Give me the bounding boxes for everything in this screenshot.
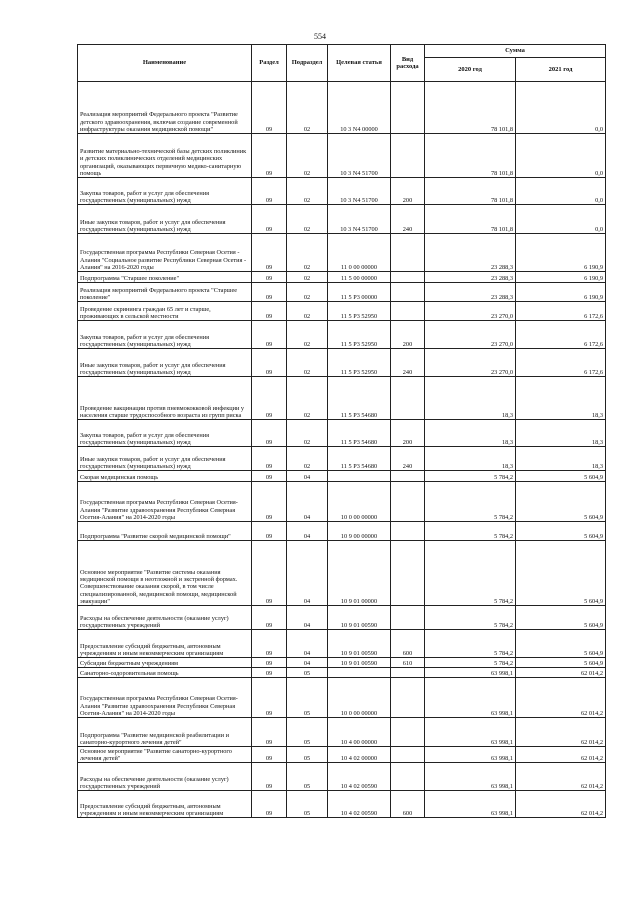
row-podrazdel: 04 (287, 522, 328, 541)
row-amount-2020: 78 101,8 (425, 205, 516, 234)
page-number: 554 (314, 32, 326, 41)
table-row (78, 630, 606, 658)
row-amount-2020: 18,3 (425, 447, 516, 471)
row-name: Иные закупки товаров, работ и услуг для обеспечения государственных (муниципальных) нужд (78, 205, 252, 234)
row-name: Развитие материально-технической базы детских поликлиник и детских поликлинических отделений медицинских организаций, оказывающих первичную медико-санитарную помощь (78, 134, 252, 178)
row-razdel: 09 (252, 522, 287, 541)
row-podrazdel: 04 (287, 471, 328, 482)
row-razdel: 09 (252, 471, 287, 482)
row-amount-2020: 5 784,2 (425, 658, 516, 668)
header-name: Наименование (78, 45, 252, 82)
row-name: Подпрограмма "Развитие медицинской реабилитации и санаторно-курортного лечения детей" (78, 718, 252, 747)
row-expense-type (391, 471, 425, 482)
row-expense-type: 240 (391, 205, 425, 234)
row-amount-2021: 0,0 (516, 82, 606, 134)
row-amount-2020: 23 288,3 (425, 234, 516, 272)
row-amount-2021: 62 014,2 (516, 668, 606, 678)
table-row (78, 471, 606, 482)
row-amount-2020: 78 101,8 (425, 134, 516, 178)
row-name: Подпрограмма "Старшее поколение" (78, 272, 252, 283)
row-expense-type (391, 82, 425, 134)
row-target-article: 11 0 00 00000 (328, 234, 391, 272)
row-name: Проведение скрининга граждан 65 лет и старше, проживающих в сельской местности (78, 302, 252, 321)
row-expense-type: 200 (391, 321, 425, 349)
row-amount-2020: 5 784,2 (425, 482, 516, 522)
row-podrazdel: 04 (287, 630, 328, 658)
row-razdel: 09 (252, 272, 287, 283)
row-name: Закупка товаров, работ и услуг для обеспечения государственных (муниципальных) нужд (78, 321, 252, 349)
row-podrazdel: 02 (287, 178, 328, 205)
row-name: Основное мероприятие "Развитие системы оказания медицинской помощи в неотложной и экстренной формах. Совершенствование оказания скорой, в том числе специализированной, медицинской помощи, медицинской эвакуации" (78, 541, 252, 606)
row-razdel: 09 (252, 82, 287, 134)
row-amount-2020: 63 998,1 (425, 791, 516, 818)
row-expense-type (391, 718, 425, 747)
row-podrazdel: 05 (287, 678, 328, 718)
row-podrazdel: 04 (287, 541, 328, 606)
row-podrazdel: 02 (287, 234, 328, 272)
row-podrazdel: 05 (287, 791, 328, 818)
row-expense-type (391, 302, 425, 321)
row-amount-2020: 78 101,8 (425, 178, 516, 205)
table-row (78, 377, 606, 420)
row-razdel: 09 (252, 747, 287, 763)
row-amount-2021: 5 604,9 (516, 471, 606, 482)
row-name: Проведение вакцинации против пневмококковой инфекции у населения старше трудоспособного возраста из групп риска (78, 377, 252, 420)
row-podrazdel: 02 (287, 447, 328, 471)
row-amount-2021: 18,3 (516, 377, 606, 420)
table-row (78, 747, 606, 763)
row-amount-2020: 63 998,1 (425, 763, 516, 791)
row-target-article: 10 4 00 00000 (328, 718, 391, 747)
table-row (78, 420, 606, 447)
table-row (78, 321, 606, 349)
table-row (78, 178, 606, 205)
row-amount-2020: 5 784,2 (425, 606, 516, 630)
row-target-article: 11 5 00 00000 (328, 272, 391, 283)
row-amount-2021: 5 604,9 (516, 658, 606, 668)
row-razdel: 09 (252, 630, 287, 658)
row-podrazdel: 04 (287, 482, 328, 522)
row-target-article: 10 3 N4 51700 (328, 134, 391, 178)
header-2021: 2021 год (516, 58, 606, 82)
table-row (78, 791, 606, 818)
row-target-article: 11 5 P3 52950 (328, 302, 391, 321)
table-row (78, 606, 606, 630)
row-amount-2020: 63 998,1 (425, 678, 516, 718)
row-expense-type (391, 606, 425, 630)
row-amount-2021: 62 014,2 (516, 791, 606, 818)
row-amount-2020: 23 270,0 (425, 321, 516, 349)
row-name: Государственная программа Республики Северная Осетия-Алания "Развитие здравоохранения Республики Северная Осетия-Алания" на 2014-2020 годы (78, 678, 252, 718)
row-amount-2021: 18,3 (516, 447, 606, 471)
row-podrazdel: 05 (287, 747, 328, 763)
row-amount-2021: 0,0 (516, 205, 606, 234)
row-name: Санаторно-оздоровительная помощь (78, 668, 252, 678)
row-podrazdel: 02 (287, 302, 328, 321)
row-amount-2020: 18,3 (425, 377, 516, 420)
row-razdel: 09 (252, 791, 287, 818)
row-target-article: 10 3 N4 51700 (328, 205, 391, 234)
row-expense-type (391, 377, 425, 420)
row-razdel: 09 (252, 447, 287, 471)
row-amount-2021: 62 014,2 (516, 763, 606, 791)
row-target-article: 10 4 02 00590 (328, 763, 391, 791)
row-expense-type (391, 482, 425, 522)
row-expense-type (391, 541, 425, 606)
row-podrazdel: 02 (287, 134, 328, 178)
row-razdel: 09 (252, 718, 287, 747)
row-name: Закупка товаров, работ и услуг для обеспечения государственных (муниципальных) нужд (78, 420, 252, 447)
row-razdel: 09 (252, 420, 287, 447)
row-target-article: 11 5 P3 54680 (328, 377, 391, 420)
row-name: Государственная программа Республики Северная Осетия - Алания "Социальное развитие Республики Северная Осетия - Алания" на 2016-2020 годы (78, 234, 252, 272)
row-expense-type: 240 (391, 349, 425, 377)
row-name: Реализация мероприятий Федерального проекта "Старшее поколение" (78, 283, 252, 302)
row-expense-type (391, 678, 425, 718)
row-amount-2020: 23 288,3 (425, 283, 516, 302)
row-razdel: 09 (252, 678, 287, 718)
row-podrazdel: 02 (287, 349, 328, 377)
row-name: Основное мероприятие "Развитие санаторно-курортного лечения детей" (78, 747, 252, 763)
row-amount-2020: 5 784,2 (425, 471, 516, 482)
row-amount-2020: 78 101,8 (425, 82, 516, 134)
row-amount-2020: 5 784,2 (425, 630, 516, 658)
row-target-article: 11 5 P3 00000 (328, 283, 391, 302)
row-name: Иные закупки товаров, работ и услуг для обеспечения государственных (муниципальных) нужд (78, 349, 252, 377)
header-2020: 2020 год (425, 58, 516, 82)
row-expense-type: 200 (391, 420, 425, 447)
table-row (78, 678, 606, 718)
table-row (78, 349, 606, 377)
row-amount-2021: 62 014,2 (516, 747, 606, 763)
row-razdel: 09 (252, 283, 287, 302)
row-name: Государственная программа Республики Северная Осетия-Алания "Развитие здравоохранения Республики Северная Осетия-Алания" на 2014-2020 годы (78, 482, 252, 522)
table-body (78, 82, 606, 818)
row-amount-2021: 5 604,9 (516, 541, 606, 606)
header-podrazdel: Подраздел (287, 45, 328, 82)
row-amount-2021: 0,0 (516, 134, 606, 178)
row-podrazdel: 02 (287, 283, 328, 302)
row-target-article: 10 3 N4 00000 (328, 82, 391, 134)
row-razdel: 09 (252, 668, 287, 678)
row-expense-type (391, 272, 425, 283)
row-name: Закупка товаров, работ и услуг для обеспечения государственных (муниципальных) нужд (78, 178, 252, 205)
row-podrazdel: 05 (287, 763, 328, 791)
row-target-article: 10 4 02 00590 (328, 791, 391, 818)
header-vid: Вид расхода (391, 45, 425, 82)
row-target-article: 10 9 01 00590 (328, 606, 391, 630)
table-row (78, 82, 606, 134)
row-name: Иные закупки товаров, работ и услуг для обеспечения государственных (муниципальных) нужд (78, 447, 252, 471)
row-expense-type (391, 283, 425, 302)
row-name: Подпрограмма "Развитие скорой медицинской помощи" (78, 522, 252, 541)
row-amount-2020: 63 998,1 (425, 718, 516, 747)
row-podrazdel: 05 (287, 718, 328, 747)
table-row (78, 763, 606, 791)
table-row (78, 272, 606, 283)
row-expense-type: 600 (391, 791, 425, 818)
row-target-article: 10 0 00 00000 (328, 678, 391, 718)
row-name: Предоставление субсидий бюджетным, автономным учреждениям и иным некоммерческим организациям (78, 791, 252, 818)
row-target-article: 11 5 P3 54680 (328, 420, 391, 447)
row-expense-type (391, 747, 425, 763)
row-amount-2020: 23 270,0 (425, 302, 516, 321)
table-row (78, 718, 606, 747)
row-name: Расходы на обеспечение деятельности (оказание услуг) государственных учреждений (78, 606, 252, 630)
table-row (78, 283, 606, 302)
row-expense-type: 200 (391, 178, 425, 205)
row-amount-2021: 5 604,9 (516, 522, 606, 541)
budget-table (77, 44, 606, 818)
row-amount-2021: 0,0 (516, 178, 606, 205)
row-amount-2021: 62 014,2 (516, 718, 606, 747)
row-target-article: 10 9 01 00000 (328, 541, 391, 606)
row-amount-2021: 5 604,9 (516, 482, 606, 522)
row-amount-2020: 18,3 (425, 420, 516, 447)
row-razdel: 09 (252, 205, 287, 234)
row-razdel: 09 (252, 482, 287, 522)
row-target-article: 10 9 00 00000 (328, 522, 391, 541)
table-row (78, 522, 606, 541)
table-row (78, 234, 606, 272)
row-amount-2020: 23 288,3 (425, 272, 516, 283)
row-name: Скорая медицинская помощь (78, 471, 252, 482)
row-target-article: 11 5 P3 52950 (328, 321, 391, 349)
row-razdel: 09 (252, 321, 287, 349)
row-amount-2021: 6 190,9 (516, 283, 606, 302)
row-razdel: 09 (252, 234, 287, 272)
row-expense-type: 600 (391, 630, 425, 658)
row-amount-2020: 5 784,2 (425, 522, 516, 541)
table-row (78, 482, 606, 522)
row-podrazdel: 05 (287, 668, 328, 678)
row-podrazdel: 04 (287, 606, 328, 630)
header-sum: Сумма (425, 45, 606, 58)
row-razdel: 09 (252, 302, 287, 321)
table-row (78, 447, 606, 471)
row-amount-2021: 18,3 (516, 420, 606, 447)
table-row (78, 205, 606, 234)
row-amount-2021: 6 190,9 (516, 234, 606, 272)
row-expense-type (391, 763, 425, 791)
table-row (78, 541, 606, 606)
row-podrazdel: 02 (287, 377, 328, 420)
table-header (78, 45, 606, 82)
row-razdel: 09 (252, 763, 287, 791)
row-target-article: 10 3 N4 51700 (328, 178, 391, 205)
row-razdel: 09 (252, 178, 287, 205)
row-podrazdel: 04 (287, 658, 328, 668)
row-podrazdel: 02 (287, 272, 328, 283)
row-razdel: 09 (252, 541, 287, 606)
row-razdel: 09 (252, 377, 287, 420)
row-podrazdel: 02 (287, 205, 328, 234)
row-name: Расходы на обеспечение деятельности (оказание услуг) государственных учреждений (78, 763, 252, 791)
row-razdel: 09 (252, 606, 287, 630)
table-row (78, 658, 606, 668)
row-expense-type (391, 522, 425, 541)
row-target-article (328, 471, 391, 482)
row-target-article: 10 4 02 00000 (328, 747, 391, 763)
row-amount-2021: 6 190,9 (516, 272, 606, 283)
row-target-article: 10 0 00 00000 (328, 482, 391, 522)
row-amount-2021: 6 172,6 (516, 302, 606, 321)
row-podrazdel: 02 (287, 82, 328, 134)
row-expense-type (391, 668, 425, 678)
row-name: Предоставление субсидий бюджетным, автономным учреждениям и иным некоммерческим организациям (78, 630, 252, 658)
row-expense-type (391, 234, 425, 272)
row-target-article: 11 5 P3 52950 (328, 349, 391, 377)
row-amount-2021: 6 172,6 (516, 349, 606, 377)
row-amount-2021: 6 172,6 (516, 321, 606, 349)
row-razdel: 09 (252, 134, 287, 178)
row-amount-2021: 62 014,2 (516, 678, 606, 718)
row-amount-2021: 5 604,9 (516, 606, 606, 630)
row-expense-type: 610 (391, 658, 425, 668)
header-target: Целевая статья (328, 45, 391, 82)
row-podrazdel: 02 (287, 420, 328, 447)
row-amount-2020: 5 784,2 (425, 541, 516, 606)
row-name: Реализация мероприятий Федерального проекта "Развитие детского здравоохранения, включая создание современной инфраструктуры оказания медицинской помощи" (78, 82, 252, 134)
row-amount-2021: 5 604,9 (516, 630, 606, 658)
row-expense-type (391, 134, 425, 178)
row-podrazdel: 02 (287, 321, 328, 349)
row-target-article (328, 668, 391, 678)
row-amount-2020: 63 998,1 (425, 747, 516, 763)
table-row (78, 134, 606, 178)
row-target-article: 11 5 P3 54680 (328, 447, 391, 471)
row-amount-2020: 63 998,1 (425, 668, 516, 678)
row-razdel: 09 (252, 658, 287, 668)
table-row (78, 668, 606, 678)
row-amount-2020: 23 270,0 (425, 349, 516, 377)
table-row (78, 302, 606, 321)
row-target-article: 10 9 01 00590 (328, 630, 391, 658)
row-target-article: 10 9 01 00590 (328, 658, 391, 668)
row-expense-type: 240 (391, 447, 425, 471)
row-name: Субсидии бюджетным учреждениям (78, 658, 252, 668)
row-razdel: 09 (252, 349, 287, 377)
header-razdel: Раздел (252, 45, 287, 82)
